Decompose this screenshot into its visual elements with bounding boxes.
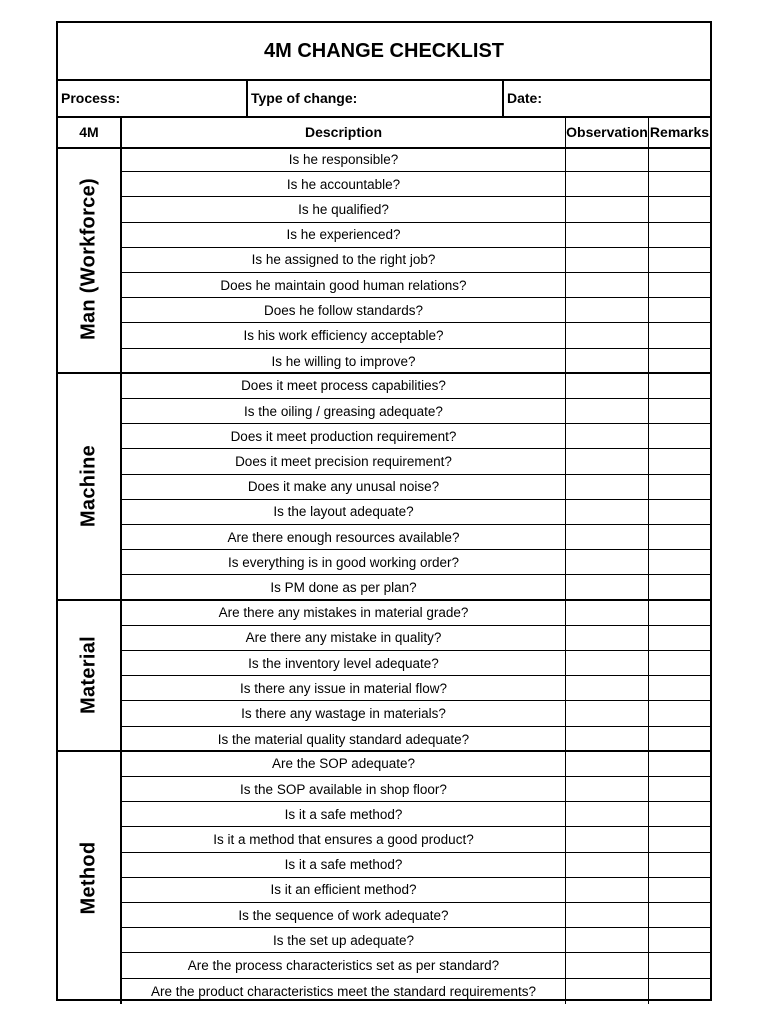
observation-cell[interactable] bbox=[566, 777, 649, 801]
observation-cell[interactable] bbox=[566, 676, 649, 700]
remarks-cell[interactable] bbox=[649, 701, 710, 725]
checklist-row bbox=[122, 752, 710, 777]
description-cell: Is the layout adequate? bbox=[122, 500, 566, 524]
type-of-change-field[interactable] bbox=[248, 79, 504, 116]
checklist-row bbox=[122, 374, 710, 399]
group-method bbox=[58, 752, 710, 1004]
checklist-row bbox=[122, 878, 710, 903]
group-label: Material bbox=[77, 636, 100, 715]
checklist-row bbox=[122, 147, 710, 172]
description-cell: Is he assigned to the right job? bbox=[122, 248, 566, 272]
remarks-cell[interactable] bbox=[649, 273, 710, 297]
checklist-row bbox=[122, 701, 710, 726]
observation-cell[interactable] bbox=[566, 525, 649, 549]
remarks-cell[interactable] bbox=[649, 853, 710, 877]
description-cell: Is he willing to improve? bbox=[122, 349, 566, 374]
description-cell: Is PM done as per plan? bbox=[122, 575, 566, 600]
remarks-cell[interactable] bbox=[649, 979, 710, 1004]
remarks-cell[interactable] bbox=[649, 248, 710, 272]
remarks-cell[interactable] bbox=[649, 903, 710, 927]
description-cell: Is the sequence of work adequate? bbox=[122, 903, 566, 927]
description-cell: Is he accountable? bbox=[122, 172, 566, 196]
description-cell: Is the SOP available in shop floor? bbox=[122, 777, 566, 801]
observation-cell[interactable] bbox=[566, 979, 649, 1004]
description-cell: Is it a safe method? bbox=[122, 802, 566, 826]
description-cell: Are the process characteristics set as per standard? bbox=[122, 953, 566, 977]
remarks-cell[interactable] bbox=[649, 500, 710, 524]
observation-cell[interactable] bbox=[566, 802, 649, 826]
description-cell: Is it a safe method? bbox=[122, 853, 566, 877]
process-field[interactable] bbox=[58, 79, 248, 116]
remarks-cell[interactable] bbox=[649, 575, 710, 600]
description-cell: Are the product characteristics meet the standard requirements? bbox=[122, 979, 566, 1004]
observation-cell[interactable] bbox=[566, 147, 649, 171]
remarks-cell[interactable] bbox=[649, 449, 710, 473]
checklist-sheet bbox=[56, 21, 712, 1001]
observation-cell[interactable] bbox=[566, 172, 649, 196]
header-observation: Observation bbox=[566, 116, 649, 147]
description-cell: Does it make any unusal noise? bbox=[122, 475, 566, 499]
description-cell: Is it a method that ensures a good product? bbox=[122, 827, 566, 851]
group-label-cell bbox=[58, 601, 122, 750]
observation-cell[interactable] bbox=[566, 273, 649, 297]
description-cell: Is the material quality standard adequate? bbox=[122, 727, 566, 752]
process-label: Process: bbox=[61, 89, 121, 106]
date-field[interactable] bbox=[504, 79, 710, 116]
remarks-cell[interactable] bbox=[649, 601, 710, 625]
observation-cell[interactable] bbox=[566, 323, 649, 347]
remarks-cell[interactable] bbox=[649, 374, 710, 398]
group-material bbox=[58, 601, 710, 752]
remarks-cell[interactable] bbox=[649, 147, 710, 171]
remarks-cell[interactable] bbox=[649, 424, 710, 448]
remarks-cell[interactable] bbox=[649, 953, 710, 977]
description-cell: Are there any mistakes in material grade? bbox=[122, 601, 566, 625]
checklist-row bbox=[122, 979, 710, 1004]
checklist-row bbox=[122, 223, 710, 248]
group-label-cell bbox=[58, 374, 122, 599]
checklist-row bbox=[122, 802, 710, 827]
group-label: Method bbox=[77, 841, 100, 915]
observation-cell[interactable] bbox=[566, 853, 649, 877]
remarks-cell[interactable] bbox=[649, 626, 710, 650]
checklist-row bbox=[122, 273, 710, 298]
observation-cell[interactable] bbox=[566, 575, 649, 600]
description-cell: Are the SOP adequate? bbox=[122, 752, 566, 776]
observation-cell[interactable] bbox=[566, 928, 649, 952]
observation-cell[interactable] bbox=[566, 399, 649, 423]
date-label: Date: bbox=[507, 89, 543, 106]
checklist-row bbox=[122, 853, 710, 878]
checklist-row bbox=[122, 298, 710, 323]
observation-cell[interactable] bbox=[566, 449, 649, 473]
observation-cell[interactable] bbox=[566, 626, 649, 650]
observation-cell[interactable] bbox=[566, 424, 649, 448]
observation-cell[interactable] bbox=[566, 727, 649, 752]
checklist-row bbox=[122, 575, 710, 600]
observation-cell[interactable] bbox=[566, 500, 649, 524]
checklist-row bbox=[122, 651, 710, 676]
description-cell: Does he follow standards? bbox=[122, 298, 566, 322]
description-cell: Is he responsible? bbox=[122, 147, 566, 171]
group-machine bbox=[58, 374, 710, 601]
group-label-cell bbox=[58, 147, 122, 372]
observation-cell[interactable] bbox=[566, 601, 649, 625]
checklist-row bbox=[122, 424, 710, 449]
checklist-row bbox=[122, 727, 710, 752]
description-cell: Does he maintain good human relations? bbox=[122, 273, 566, 297]
remarks-cell[interactable] bbox=[649, 298, 710, 322]
remarks-cell[interactable] bbox=[649, 802, 710, 826]
checklist-row bbox=[122, 349, 710, 374]
observation-cell[interactable] bbox=[566, 827, 649, 851]
checklist-row bbox=[122, 626, 710, 651]
info-row bbox=[58, 79, 710, 118]
remarks-cell[interactable] bbox=[649, 323, 710, 347]
remarks-cell[interactable] bbox=[649, 550, 710, 574]
table-header bbox=[58, 116, 710, 149]
remarks-cell[interactable] bbox=[649, 197, 710, 221]
observation-cell[interactable] bbox=[566, 550, 649, 574]
checklist-row bbox=[122, 248, 710, 273]
group-label: Man (Workforce) bbox=[77, 178, 100, 341]
remarks-cell[interactable] bbox=[649, 676, 710, 700]
checklist-row bbox=[122, 903, 710, 928]
observation-cell[interactable] bbox=[566, 651, 649, 675]
checklist-row bbox=[122, 399, 710, 424]
checklist-row bbox=[122, 928, 710, 953]
observation-cell[interactable] bbox=[566, 197, 649, 221]
remarks-cell[interactable] bbox=[649, 727, 710, 752]
description-cell: Is there any issue in material flow? bbox=[122, 676, 566, 700]
checklist-row bbox=[122, 525, 710, 550]
header-description: Description bbox=[122, 116, 566, 147]
description-cell: Is the set up adequate? bbox=[122, 928, 566, 952]
checklist-row bbox=[122, 323, 710, 348]
description-cell: Is the oiling / greasing adequate? bbox=[122, 399, 566, 423]
description-cell: Is his work efficiency acceptable? bbox=[122, 323, 566, 347]
checklist-row bbox=[122, 500, 710, 525]
observation-cell[interactable] bbox=[566, 349, 649, 374]
remarks-cell[interactable] bbox=[649, 172, 710, 196]
type-of-change-label: Type of change: bbox=[251, 89, 358, 106]
description-cell: Does it meet production requirement? bbox=[122, 424, 566, 448]
checklist-row bbox=[122, 827, 710, 852]
observation-cell[interactable] bbox=[566, 248, 649, 272]
checklist-row bbox=[122, 676, 710, 701]
observation-cell[interactable] bbox=[566, 223, 649, 247]
checklist-row bbox=[122, 953, 710, 978]
description-cell: Is everything is in good working order? bbox=[122, 550, 566, 574]
observation-cell[interactable] bbox=[566, 752, 649, 776]
group-man-workforce bbox=[58, 147, 710, 374]
checklist-body bbox=[58, 147, 710, 999]
description-cell: Does it meet precision requirement? bbox=[122, 449, 566, 473]
group-label-cell bbox=[58, 752, 122, 1004]
observation-cell[interactable] bbox=[566, 298, 649, 322]
checklist-row bbox=[122, 475, 710, 500]
remarks-cell[interactable] bbox=[649, 752, 710, 776]
description-cell: Is he experienced? bbox=[122, 223, 566, 247]
description-cell: Is it an efficient method? bbox=[122, 878, 566, 902]
checklist-row bbox=[122, 197, 710, 222]
remarks-cell[interactable] bbox=[649, 525, 710, 549]
observation-cell[interactable] bbox=[566, 475, 649, 499]
remarks-cell[interactable] bbox=[649, 475, 710, 499]
header-remarks: Remarks bbox=[649, 123, 710, 140]
description-cell: Are there any mistake in quality? bbox=[122, 626, 566, 650]
remarks-cell[interactable] bbox=[649, 878, 710, 902]
remarks-cell[interactable] bbox=[649, 777, 710, 801]
observation-cell[interactable] bbox=[566, 878, 649, 902]
observation-cell[interactable] bbox=[566, 953, 649, 977]
description-cell: Is the inventory level adequate? bbox=[122, 651, 566, 675]
observation-cell[interactable] bbox=[566, 374, 649, 398]
checklist-row bbox=[122, 777, 710, 802]
remarks-cell[interactable] bbox=[649, 349, 710, 374]
checklist-row bbox=[122, 172, 710, 197]
page-title: 4M CHANGE CHECKLIST bbox=[58, 23, 710, 81]
header-4m: 4M bbox=[58, 116, 122, 147]
description-cell: Are there enough resources available? bbox=[122, 525, 566, 549]
remarks-cell[interactable] bbox=[649, 928, 710, 952]
observation-cell[interactable] bbox=[566, 903, 649, 927]
remarks-cell[interactable] bbox=[649, 651, 710, 675]
remarks-cell[interactable] bbox=[649, 223, 710, 247]
checklist-row bbox=[122, 550, 710, 575]
description-cell: Does it meet process capabilities? bbox=[122, 374, 566, 398]
group-label: Machine bbox=[77, 445, 100, 528]
description-cell: Is he qualified? bbox=[122, 197, 566, 221]
description-cell: Is there any wastage in materials? bbox=[122, 701, 566, 725]
checklist-row bbox=[122, 449, 710, 474]
remarks-cell[interactable] bbox=[649, 827, 710, 851]
remarks-cell[interactable] bbox=[649, 399, 710, 423]
observation-cell[interactable] bbox=[566, 701, 649, 725]
checklist-row bbox=[122, 601, 710, 626]
